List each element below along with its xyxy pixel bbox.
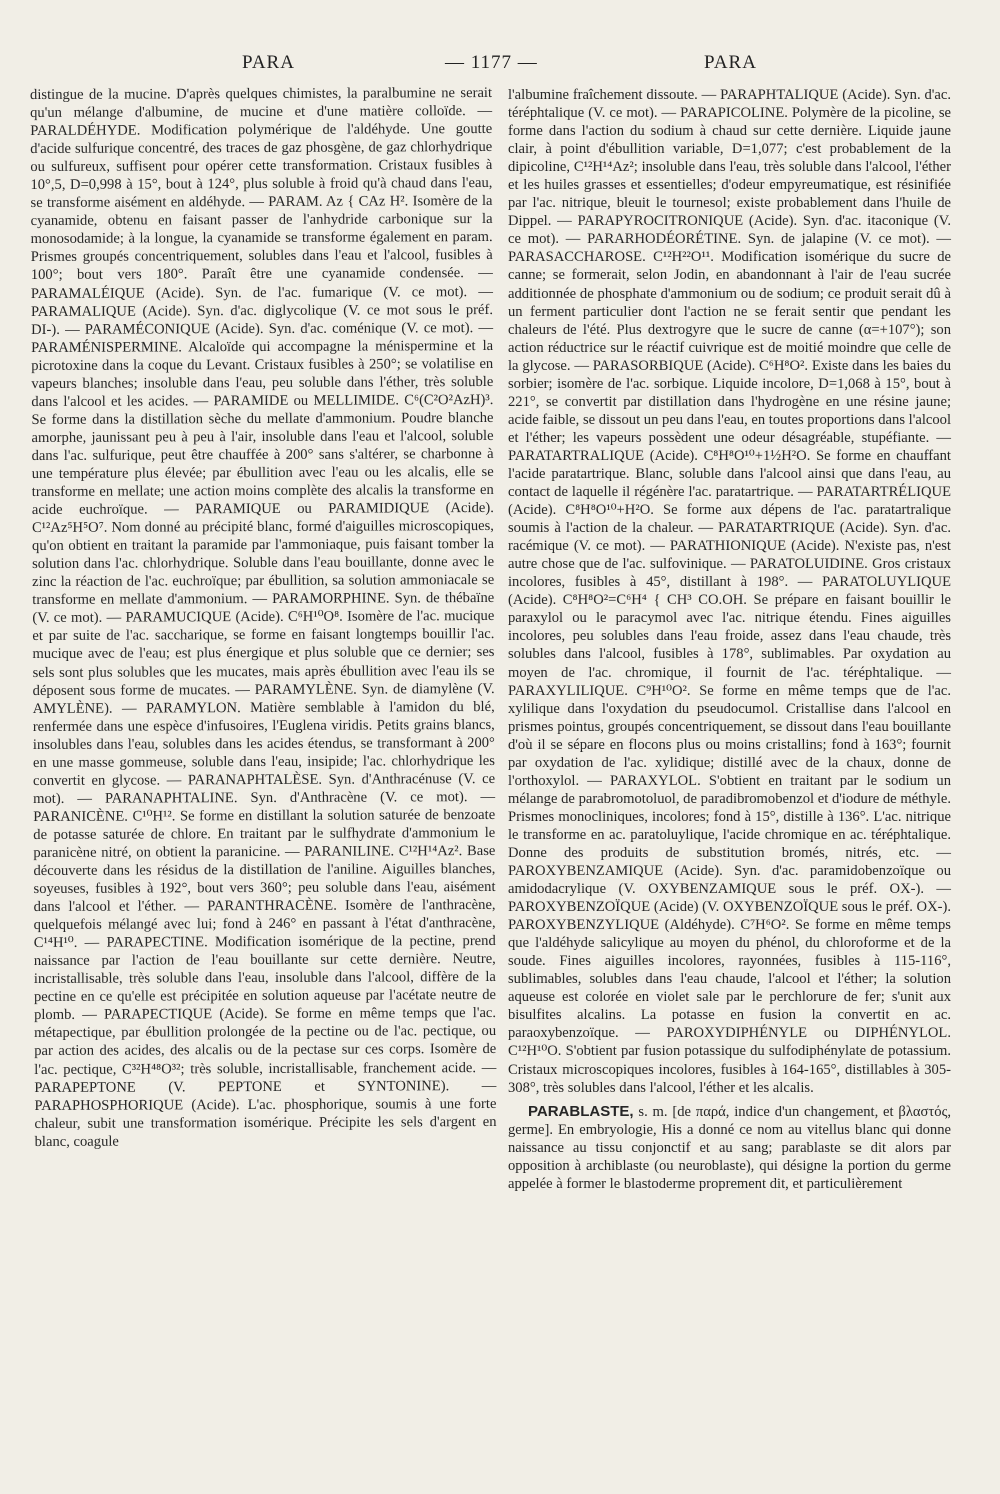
left-column-text: distingue de la mucine. D'après quelques chimistes, la paralbumine ne serait qu'un mélange d'albumine, de mucine et d'une matière colloïde. — PARALDÉHYDE. Modification polymérique de l'aldéhyde. Une goutte d'acide sulfurique concentré, des traces de gaz phosgène, de gaz chlorhydrique ou sulfureux, suffisent pour opérer cette transformation. Cristaux fusibles à 10°,5, D=0,998 à 15°, bout à 124°, plus soluble à froid qu'à chaud dans l'eau, se transforme aisément en aldéhyde. — PARAM. Az { CAz H². Isomère de la cyanamide, obtenu en faisant passer de l'anhydride carbonique sur la monosodamide; à la longue, la cyanamide se transforme également en param. Prismes groupés concentriquement, solubles dans l'eau et l'alcool, fusibles à 100°; bout vers 180°. Paraît être une cyanamide condensée. — PARAMALÉIQUE (Acide). Syn. de l'ac. fumarique (V. ce mot). — PARAMALIQUE (Acide). Syn. d'ac. diglycolique (V. ce mot sous le préf. DI-). — PARAMÉCONIQUE (Acide). Syn. d'ac. coménique (V. ce mot). — PARAMÉNISPERMINE. Alcaloïde qui accompagne la ménispermine et la picrotoxine dans la coque du Levant. Cristaux fusibles à 250°; se volatilise en vapeurs blanches; insoluble dans l'eau, peu soluble dans l'éther, très soluble dans l'alcool et les acides. — PARAMIDE ou MELLIMIDE. C⁶(C²O²AzH)³. Se forme dans la distillation sèche du mellate d'ammonium. Poudre blanche amorphe, jaunissant peu à peu à l'air, insoluble dans l'eau et l'alcool, soluble dans l'ac. sulfurique, peut être chauffée à 200° sans s'altérer, se charbonne à une température plus élevée; par ébullition avec l'eau ou les alcalis, elle se transforme en mellate; une action moins complète des alcalis la transforme en acide euchroïque. — PARAMIQUE ou PARAMIDIQUE (Acide). C¹²Az⁵H⁵O⁷. Nom donné au précipité blanc, formé d'aiguilles microscopiques, qu'on obtient en traitant la paramide par l'ammoniaque, puis faisant tomber la solution dans l'ac. chlorhydrique. Soluble dans l'eau bouillante, donne avec le zinc la réaction de l'ac. euchroïque; par ébullition, sa solution ammoniacale se transforme en mellate d'ammonium. — PARAMORPHINE. Syn. de thébaïne (V. ce mot). — PARAMUCIQUE (Acide). C⁶H¹⁰O⁸. Isomère de l'ac. mucique et par suite de l'ac. saccharique, se forme en faisant longtemps bouillir l'ac. mucique avec de l'eau; est plus énergique et plus soluble que ce dernier; ses sels sont plus solubles que les mucates, mais après ébullition avec l'eau ils se déposent sous forme de mucates. — PARAMYLÈNE. Syn. de diamylène (V. AMYLÈNE). — PARAMYLON. Matière semblable à l'amidon du blé, renfermée dans une espèce d'infusoires, l'Euglena viridis. Petits grains blancs, insolubles dans l'eau, solubles dans les acides étendus, se transformant à 200° en une masse gommeuse, soluble dans l'eau, insipide; l'ac. chlorhydrique les convertit en glycose. — PARANAPHTALÈSE. Syn. d'Anthracénuse (V. ce mot). — PARANAPHTALINE. Syn. d'Anthracène (V. ce mot). — PARANICÈNE. C¹⁰H¹². Se forme en distillant la solution saturée de benzoate de potasse saturée de chlore. En traitant par le sulfhydrate d'ammonium le paranicène nitré, on obtient la paranicine. — PARANILINE. C¹²H¹⁴Az². Base découverte dans les résidus de la distillation de l'aniline. Aiguilles blanches, soyeuses, fusibles à 192°, bout vers 360°; peu soluble dans l'eau, aisément dans l'alcool et l'éther. — PARANTHRACÈNE. Isomère de l'anthracène, quelquefois mélangé avec lui; fond à 246° en passant à l'état d'anthracène, C¹⁴H¹⁰. — PARAPECTINE. Modification isomérique de la pectine, prend naissance par l'action de l'eau bouillante sur cette dernière. Neutre, incristallisable, très soluble dans l'eau, insoluble dans l'alcool, diffère de la pectine en ce qu'elle est précipitée en solution aqueuse par l'acétate neutre de plomb. — PARAPECTIQUE (Acide). Se forme en même temps que l'ac. métapectique, par ébullition prolongée de la pectine ou de l'ac. pectique, ou par action des acides, des alcalis ou de la pectase sur ces corps. Isomère de l'ac. pectique, C³²H⁴⁸O³²; très soluble, incristallisable, franchement acide. — PARAPEPTONE (V. PEPTONE et SYNTONINE). — PARAPHOSPHORIQUE (Acide). L'ac. phosphorique, soumis à une forte chaleur, subit une transformation isomérique. Précipite les sels d'argent en blanc, coagule [30, 84, 497, 1150]
right-column [508, 86, 951, 1193]
parablaste-entry [508, 1103, 951, 1193]
running-head-right: PARA [704, 52, 757, 73]
page-number: — 1177 — [445, 52, 538, 73]
running-head-left: PARA [242, 52, 295, 73]
left-column [30, 84, 497, 1151]
entry-headword: PARABLASTE, [528, 1102, 634, 1120]
entry-definition: s. m. [de παρά, indice d'un changement, et βλαστός, germe]. En embryologie, His a donné ce nom au vitellus blanc qui donne naissance au tissu conjonctif et au sang; parablaste se dit alors par opposition à archiblaste (ou neuroblaste), qui désigne la portion du germe appelée à former le blastoderme proprement dit, et particulièrement [508, 1103, 951, 1192]
right-column-text: l'albumine fraîchement dissoute. — PARAPHTALIQUE (Acide). Syn. d'ac. téréphtalique (V. ce mot). — PARAPICOLINE. Polymère de la picoline, se forme dans l'action du sodium à chaud sur cette dernière. Liquide jaune clair, à point d'ébullition variable, D=1,077; c'est probablement de la dipicoline, C¹²H¹⁴Az²; insoluble dans l'eau, très soluble dans l'alcool, l'éther et les huiles grasses et essentielles; d'odeur empyreumatique, est résinifiée par l'ac. nitrique, bleuit le tournesol; existe probablement dans l'huile de Dippel. — PARAPYROCITRONIQUE (Acide). Syn. d'ac. itaconique (V. ce mot). — PARARHODÉORÉTINE. Syn. de jalapine (V. ce mot). — PARASACCHAROSE. C¹²H²²O¹¹. Modification isomérique du sucre de canne; se formerait, selon Jodin, en abandonnant à l'air de l'eau sucrée additionnée de phosphate d'ammonium ou de sodium; ce produit serait dû à un ferment particulier dont l'action ne se ferait sentir que pendant les chaleurs de l'été. Plus dextrogyre que le sucre de canne (α=+107°); son action réductrice sur le réactif cuivrique est de moitié moindre que celle de la glycose. — PARASORBIQUE (Acide). C⁶H⁸O². Existe dans les baies du sorbier; isomère de l'ac. sorbique. Liquide incolore, D=1,068 à 15°, bout à 221°, se convertit par distillation dans l'hydrogène en une résine jaune; acide faible, se dissout un peu dans l'eau, en toutes proportions dans l'alcool et l'éther; les vapeurs possèdent une odeur désagréable, stupéfiante. — PARATARTRALIQUE (Acide). C⁸H⁸O¹⁰+1½H²O. Se forme en chauffant l'acide paratartrique. Blanc, soluble dans l'alcool ainsi que dans l'eau, au contact de laquelle il régénère l'ac. paratartrique. — PARATARTRÉLIQUE (Acide). C⁸H⁸O¹⁰+H²O. Se forme aux dépens de l'ac. paratartralique soumis à l'action de la chaleur. — PARATARTRIQUE (Acide). Syn. d'ac. racémique (V. ce mot). — PARATHIONIQUE (Acide). N'existe pas, n'est autre chose que de l'ac. sulfovinique. — PARATOLUIDINE. Gros cristaux incolores, fusibles à 45°, distillant à 198°. — PARATOLUYLIQUE (Acide). C⁸H⁸O²=C⁶H⁴ { CH³ CO.OH. Se prépare en faisant bouillir le paraxylol ou le paracymol avec l'ac. nitrique étendu. Fines aiguilles incolores, peu solubles dans l'eau froide, assez dans l'eau chaude, très solubles dans l'alcool, fusibles à 178°, sublimables. Par oxydation au moyen de l'ac. chromique, il fournit de l'ac. téréphtalique. — PARAXYLILIQUE. C⁹H¹⁰O². Se forme en même temps que de l'ac. xylilique dans l'oxydation du pseudocumol. Cristallise dans l'alcool en prismes pointus, groupés concentriquement, se dissout dans l'eau bouillante d'où il se sépare en flocons plus ou moins cristallins; fond à 163°; fournit par oxydation de l'ac. xylidique; distillé avec de la chaux, donne de l'orthoxylol. — PARAXYLOL. S'obtient en traitant par le sodium un mélange de parabromotoluol, de paradibromobenzol et d'iodure de méthyle. Prismes monocliniques, incolores; fond à 15°, distille à 136°. L'ac. nitrique le transforme en ac. paratoluylique, l'acide chromique en ac. téréphtalique. Donne des produits de substitution bromés, nitrés, etc. — PAROXYBENZAMIQUE (Acide). Syn. d'ac. paramidobenzoïque ou amidodacrylique (V. OXYBENZAMIQUE sous le préf. OX-). — PAROXYBENZOÏQUE (Acide) (V. OXYBENZOÏQUE sous le préf. OX-). PAROXYBENZYLIQUE (Aldéhyde). C⁷H⁶O². Se forme en même temps que l'aldéhyde salicylique au moyen du phénol, du chloroforme et de la soude. Fines aiguilles incolores, rayonnées, fusibles à 115-116°, sublimables, solubles dans l'eau chaude, l'alcool et l'éther; la solution aqueuse est colorée en violet sale par le perchlorure de fer; s'unit aux bisulfites alcalins. La potasse en fusion la convertit en ac. paraoxybenzoïque. — PAROXYDIPHÉNYLE ou DIPHÉNYLOL. C¹²H¹⁰O. S'obtient par fusion potassique du sulfodiphénylate de potassium. Cristaux microscopiques incolores, fusibles à 164-165°, distillables à 305-308°, très solubles dans l'alcool, l'éther et les alcalis. [508, 87, 951, 1096]
